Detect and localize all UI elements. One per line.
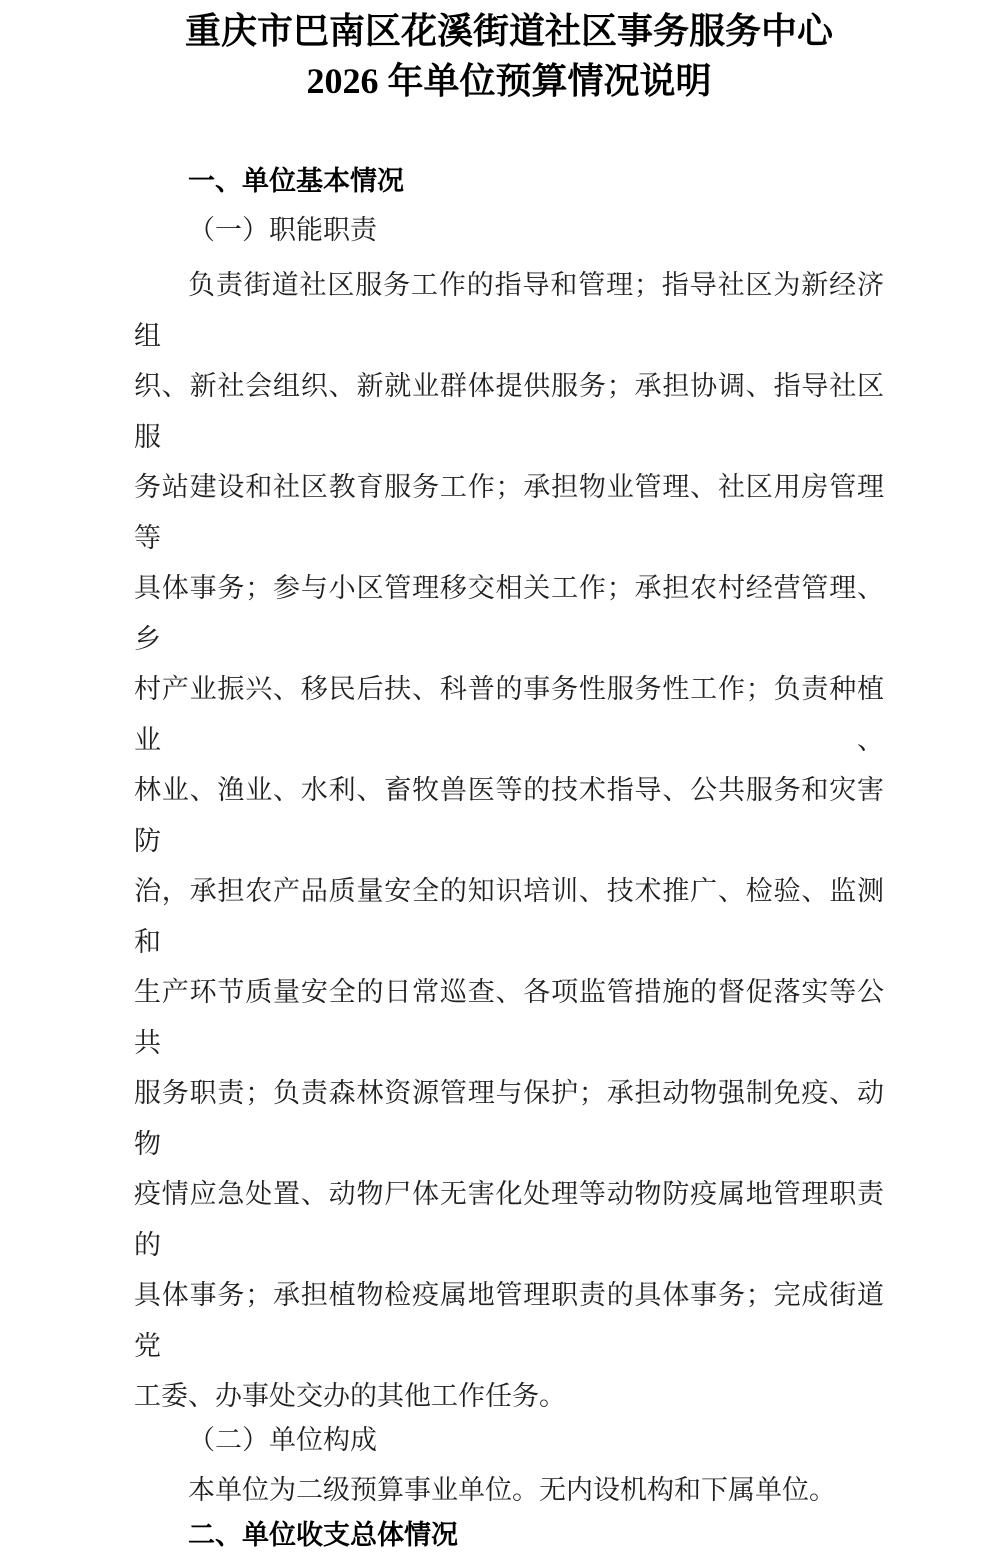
paragraph-line: 织、新社会组织、新就业群体提供服务；承担协调、指导社区服 [134, 371, 884, 452]
section-heading-2: 二、单位收支总体情况 [188, 1519, 458, 1550]
paragraph-line: 具体事务；参与小区管理移交相关工作；承担农村经营管理、乡 [134, 573, 884, 654]
paragraph-line: 疫情应急处置、动物尸体无害化处理等动物防疫属地管理职责的 [134, 1179, 884, 1260]
document-title [134, 6, 884, 106]
subsection-heading-1-2: （二）单位构成 [188, 1424, 377, 1455]
paragraph-line: 负责街道社区服务工作的指导和管理；指导社区为新经济组 [134, 270, 884, 351]
subsection-heading-1-1: （一）职能职责 [188, 215, 377, 245]
paragraph-line: 工委、办事处交办的其他工作任务。 [134, 1381, 566, 1411]
paragraph-line: 务站建设和社区教育服务工作；承担物业管理、社区用房管理等 [134, 472, 884, 553]
paragraph-line: 服务职责；负责森林资源管理与保护；承担动物强制免疫、动物 [134, 1078, 884, 1159]
paragraph-line: 具体事务；承担植物检疫属地管理职责的具体事务；完成街道党 [134, 1280, 884, 1361]
document-title-line2: 2026 年单位预算情况说明 [306, 61, 712, 101]
document-title-line1: 重庆市巴南区花溪街道社区事务服务中心 [184, 11, 833, 51]
section-heading-1: 一、单位基本情况 [188, 166, 404, 196]
unit-composition-paragraph: 本单位为二级预算事业单位。无内设机构和下属单位。 [188, 1474, 836, 1505]
duties-paragraph [134, 260, 884, 1422]
paragraph-line: 生产环节质量安全的日常巡查、各项监管措施的督促落实等公共 [134, 977, 884, 1058]
paragraph-line: 林业、渔业、水利、畜牧兽医等的技术指导、公共服务和灾害防 [134, 775, 884, 856]
paragraph-line: 村产业振兴、移民后扶、科普的事务性服务性工作；负责种植业、 [134, 674, 884, 755]
paragraph-line: 治，承担农产品质量安全的知识培训、技术推广、检验、监测和 [134, 876, 884, 957]
